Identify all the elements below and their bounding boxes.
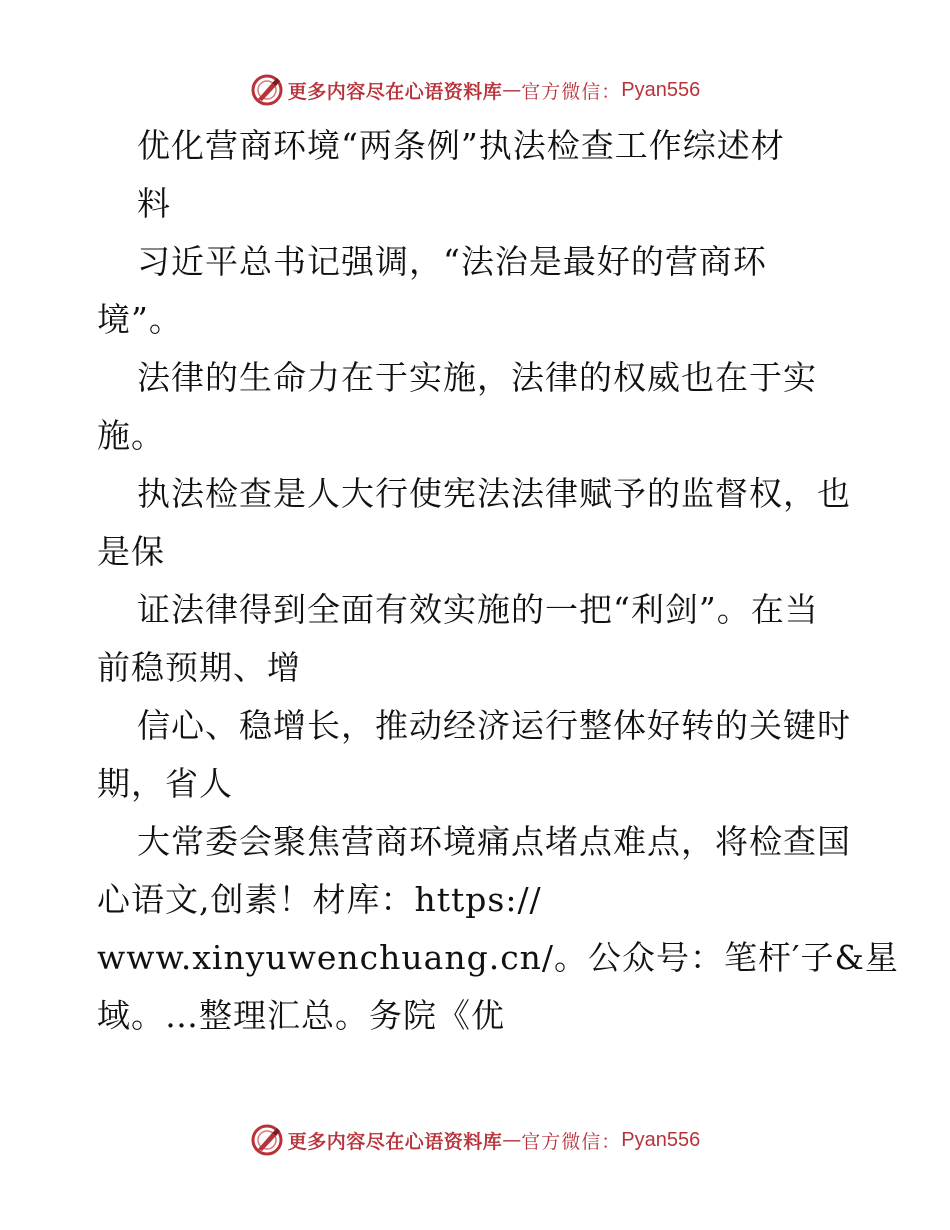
header-dash: — [502, 79, 522, 101]
body-line: 前稳预期、增 [97, 648, 301, 687]
body-line: 信心、稳增长，推动经济运行整体好转的关键时 [137, 706, 851, 745]
footer-slogan: 更多内容尽在心语资料库 [287, 1130, 503, 1153]
footer-wechat-handle: Pyan556 [621, 1128, 701, 1151]
header-slogan: 更多内容尽在心语资料库 [287, 80, 503, 103]
body-line: 法律的生命力在于实施，法律的权威也在于实 [137, 358, 817, 397]
body-line: 期，省人 [97, 764, 233, 803]
header-wechat-handle: Pyan556 [621, 78, 701, 101]
body-line: 是保 [97, 532, 165, 571]
body-line: 证法律得到全面有效实施的一把“利剑”。在当 [137, 590, 819, 629]
footer-wechat-label: 官方微信： [521, 1130, 622, 1153]
body-line: 料 [137, 184, 171, 223]
footer-dash: — [502, 1129, 522, 1151]
body-line: 境”。 [97, 300, 183, 339]
pen-logo-icon [250, 1123, 284, 1157]
body-line: 施。 [97, 416, 165, 455]
body-line: 域。…整理汇总。务院《优 [97, 996, 505, 1035]
body-line: 习近平总书记强调，“法治是最好的营商环 [137, 242, 767, 281]
body-line: 执法检查是人大行使宪法法律赋予的监督权，也 [137, 474, 851, 513]
pen-logo-icon [250, 73, 284, 107]
footer-banner [0, 1120, 950, 1160]
body-line: 优化营商环境“两条例”执法检查工作综述材 [137, 126, 785, 165]
body-line: www.xinyuwenchuang.cn/。公众号：笔杆′子&星 [97, 938, 899, 977]
body-line: 心语文,创素！材库：https:// [97, 880, 542, 919]
header-wechat-label: 官方微信： [521, 80, 622, 103]
header-banner [0, 70, 950, 110]
body-line: 大常委会聚焦营商环境痛点堵点难点，将检查国 [137, 822, 851, 861]
